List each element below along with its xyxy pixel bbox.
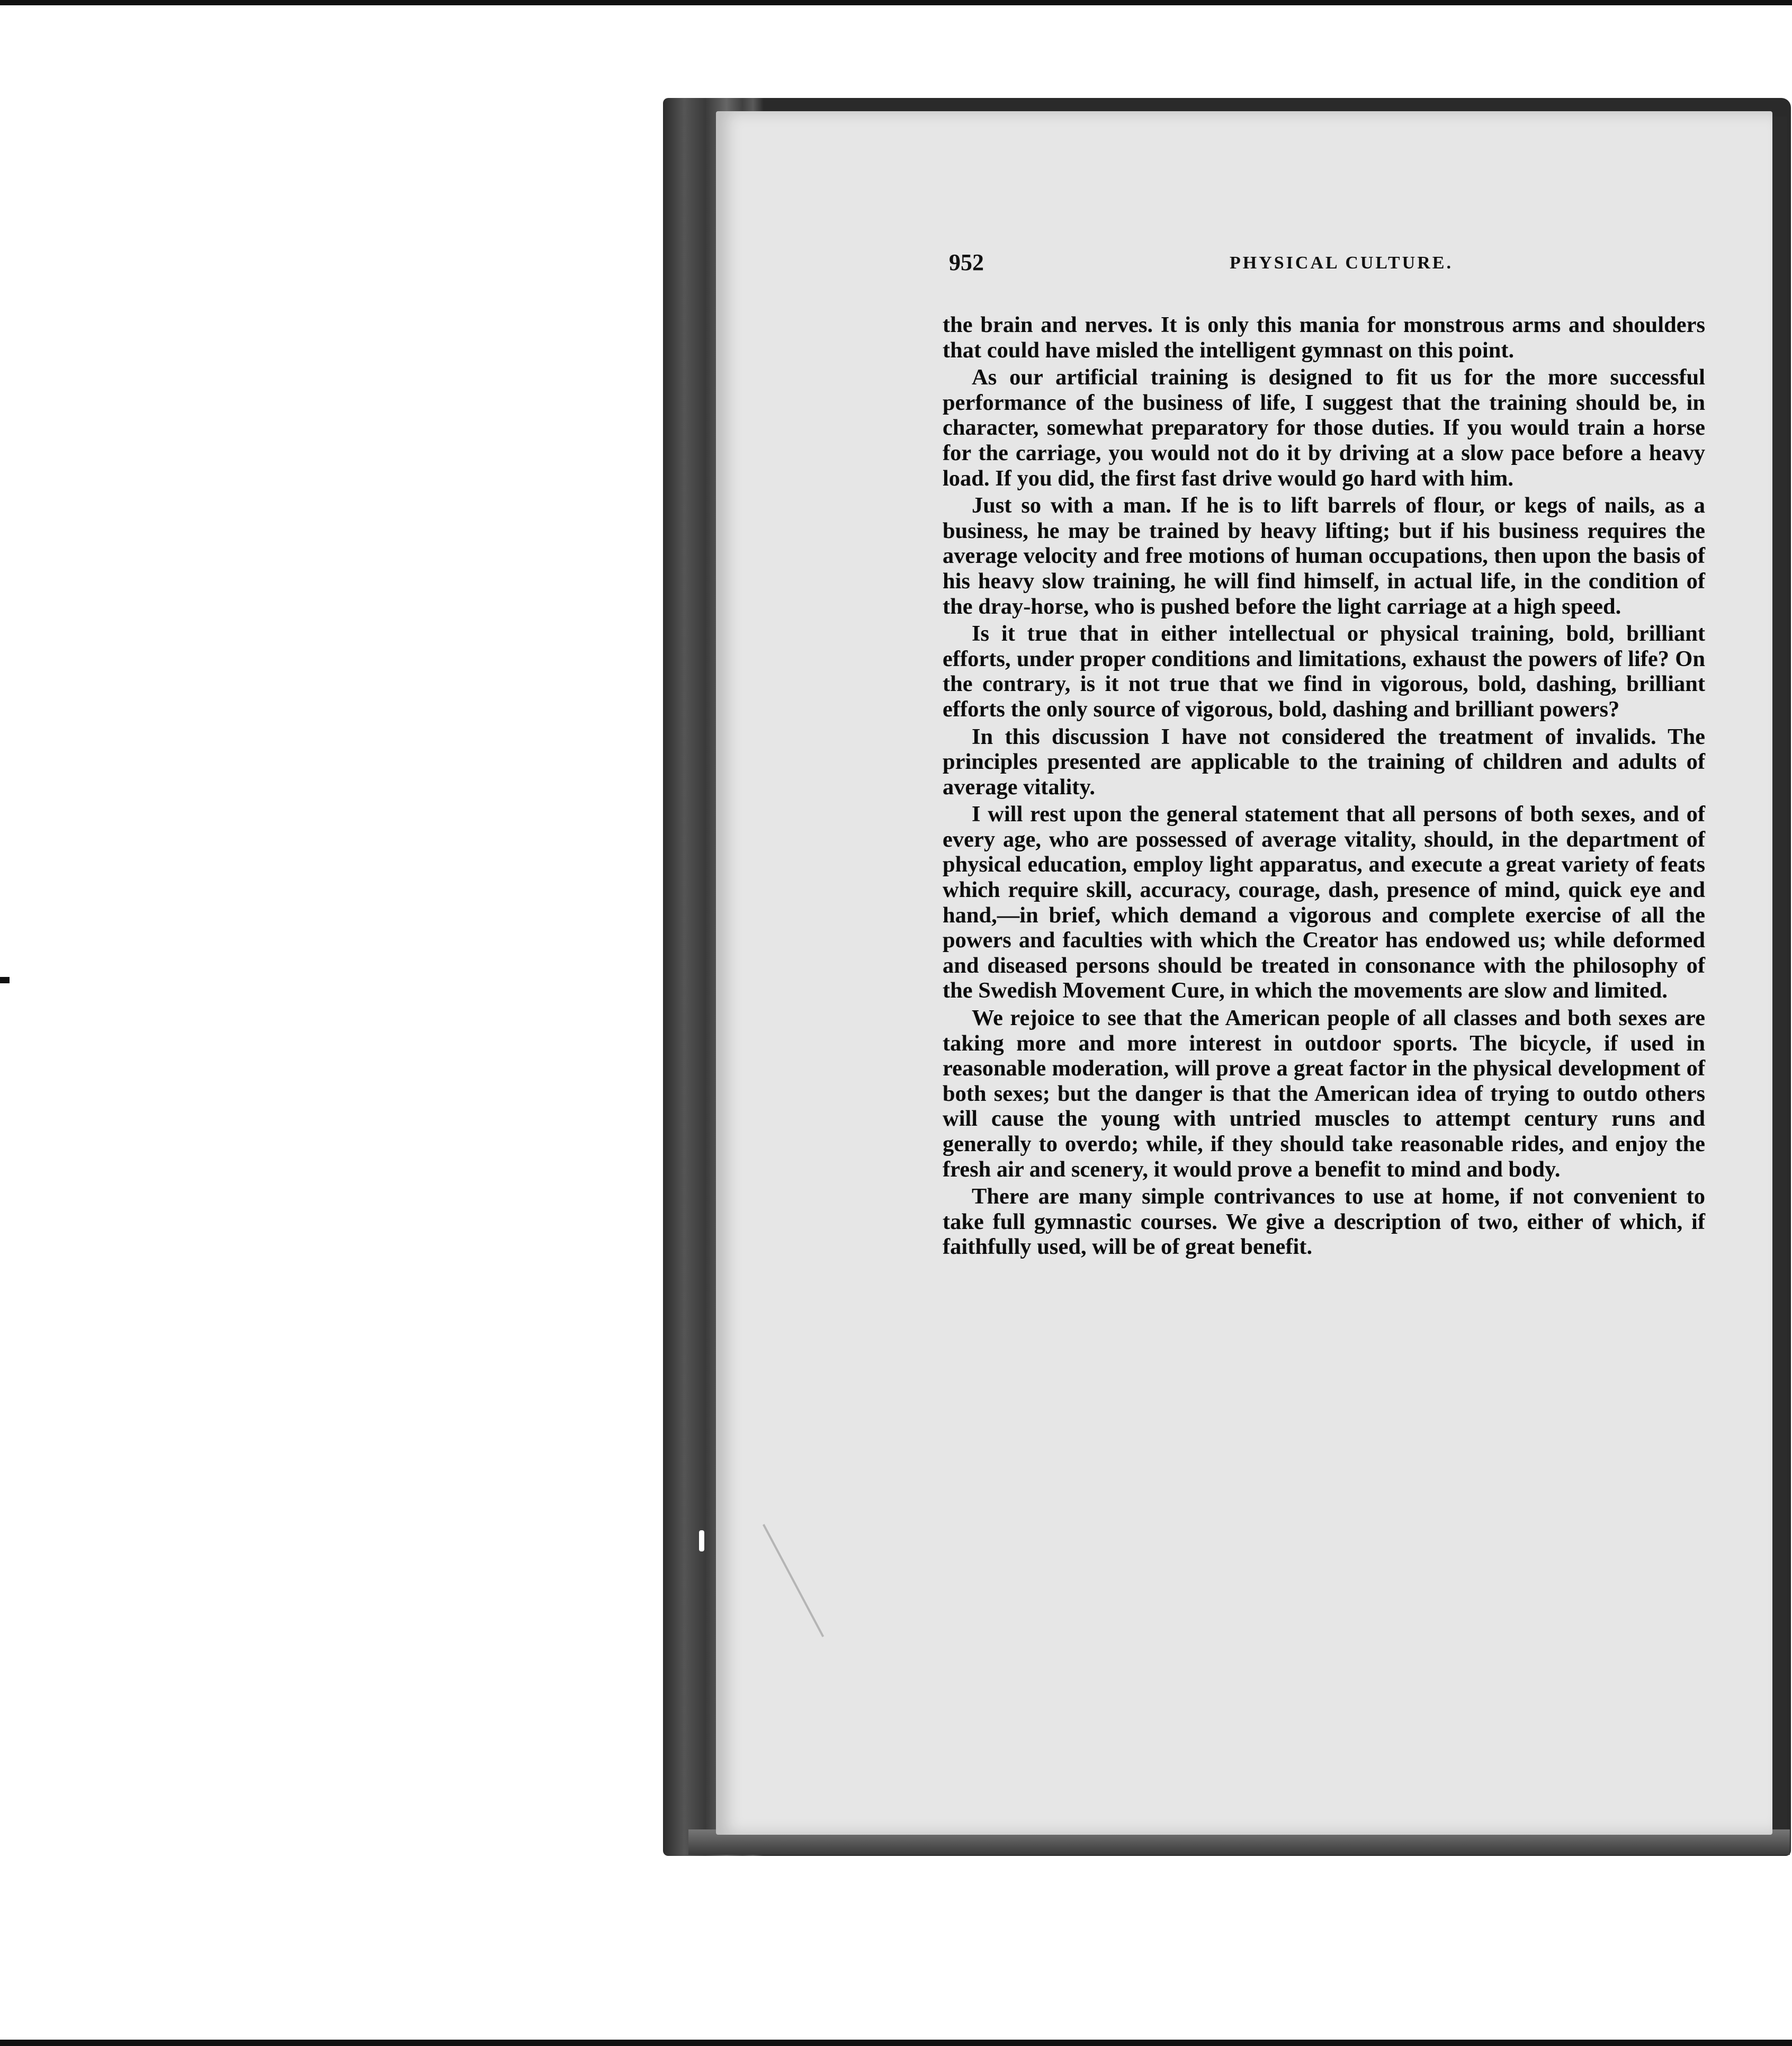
running-head-title: PHYSICAL CULTURE. — [1230, 253, 1453, 273]
paragraph: We rejoice to see that the American people of all classes and both sexes are taking more and more interest in outdoor sports. The bicycle, if used in reasonable moderation, will prove a great factor in the physical development of both sexes; but the danger is that the American idea of trying to outdo others will cause the young with untried muscles to attempt century runs and generally to overdo; while, if they should take reasonable rides, and enjoy the fresh air and scenery, it would prove a benefit to mind and body. — [943, 1006, 1705, 1182]
body-text — [943, 312, 1705, 1260]
scan-border-bottom — [0, 2040, 1792, 2046]
paragraph: Is it true that in either intellectual or physical training, bold, brilliant efforts, under proper conditions and limitations, exhaust the powers of life? On the contrary, is it not true that we find in vigorous, bold, dashing, brilliant efforts the only source of vigorous, bold, dashing and brilliant powers? — [943, 621, 1705, 722]
scan-border-top — [0, 0, 1792, 5]
book-edge-right — [1771, 116, 1787, 1853]
page-number: 952 — [949, 249, 984, 275]
page-scratch — [699, 1530, 704, 1551]
running-head — [949, 249, 1701, 281]
scan-mark — [0, 977, 10, 983]
paragraph: As our artificial training is designed to fit us for the more successful performance of the business of life, I suggest that the training should be, in character, somewhat preparatory for those duties. If you would train a horse for the carriage, you would not do it by driving at a slow pace before a heavy load. If you did, the first fast drive would go hard with him. — [943, 365, 1705, 491]
paragraph: There are many simple contrivances to use at home, if not convenient to take full gymnastic courses. We give a description of two, either of which, if faithfully used, will be of great benefit. — [943, 1184, 1705, 1260]
paragraph: I will rest upon the general statement that all persons of both sexes, and of every age, who are possessed of average vitality, should, in the department of physical education, employ light apparatus, and execute a great variety of feats which require skill, accuracy, courage, dash, presence of mind, quick eye and hand,—in brief, which demand a vigorous and complete exercise of all the powers and faculties with which the Creator has endowed us; while deformed and diseased persons should be treated in consonance with the philosophy of the Swedish Movement Cure, in which the movements are slow and limited. — [943, 802, 1705, 1003]
paragraph: Just so with a man. If he is to lift barrels of flour, or kegs of nails, as a business, he may be trained by heavy lifting; but if his business requires the average velocity and free motions of human occupations, then upon the basis of his heavy slow training, he will find himself, in actual life, in the condition of the dray-horse, who is pushed before the light carriage at a high speed. — [943, 493, 1705, 619]
paragraph: In this discussion I have not considered the treatment of invalids. The principles presented are applicable to the training of children and adults of average vitality. — [943, 724, 1705, 800]
paragraph: the brain and nerves. It is only this mania for monstrous arms and shoulders that could have misled the intelligent gymnast on this point. — [943, 312, 1705, 363]
